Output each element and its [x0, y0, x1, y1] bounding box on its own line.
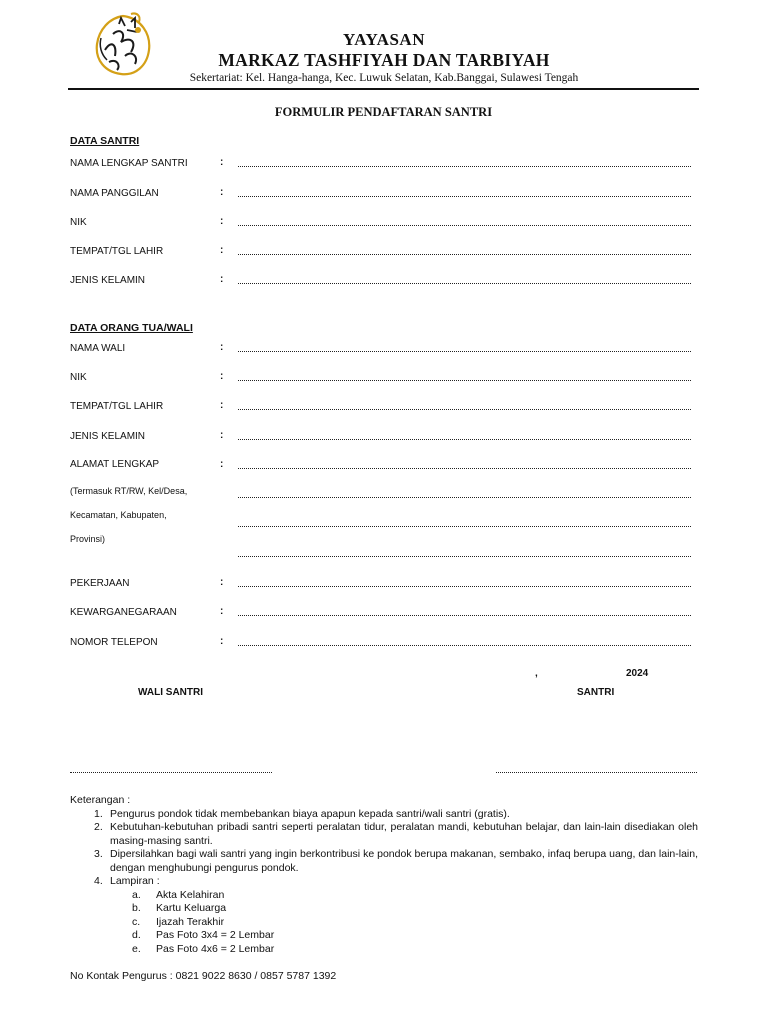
- field-input-nomor-telepon[interactable]: [238, 644, 691, 646]
- field-label-nama-panggilan: NAMA PANGGILAN: [70, 188, 159, 199]
- field-input-jenis-kelamin-wali[interactable]: [238, 438, 691, 440]
- address-note-line: Provinsi): [70, 534, 106, 544]
- field-input-jenis-kelamin-santri[interactable]: [238, 282, 691, 284]
- list-item-number: 4.: [94, 875, 103, 887]
- date-year: 2024: [626, 668, 649, 679]
- field-label-ttl-santri: TEMPAT/TGL LAHIR: [70, 246, 164, 257]
- keterangan-title: Keterangan :: [70, 794, 131, 806]
- secretariat-address: Sekertariat: Kel. Hanga-hanga, Kec. Luwuk Selatan, Kab.Banggai, Sulawesi Tengah: [189, 72, 579, 84]
- field-colon: :: [220, 636, 224, 647]
- lampiran-text: Pas Foto 3x4 = 2 Lembar: [156, 929, 275, 941]
- lampiran-letter: a.: [132, 888, 141, 901]
- date-place-comma: ,: [535, 668, 538, 679]
- lampiran-item: [70, 916, 698, 930]
- list-item: [70, 848, 698, 875]
- field-colon: :: [220, 577, 224, 588]
- lampiran-letter: b.: [132, 902, 141, 914]
- field-input-alamat-line-4[interactable]: [238, 555, 691, 557]
- lampiran-letter: d.: [132, 929, 141, 941]
- lampiran-item: [70, 943, 698, 957]
- list-item: [70, 821, 698, 848]
- field-label-nomor-telepon: NOMOR TELEPON: [70, 637, 158, 648]
- list-item-number: 3.: [94, 848, 103, 860]
- field-label-ttl-wali: TEMPAT/TGL LAHIR: [70, 401, 164, 412]
- signature-line-santri[interactable]: [496, 771, 697, 773]
- field-colon: :: [220, 245, 224, 256]
- field-label-kewarganegaraan: KEWARGANEGARAAN: [70, 607, 177, 618]
- list-item-number: 2.: [94, 821, 103, 833]
- field-colon: :: [220, 459, 224, 470]
- field-label-alamat: ALAMAT LENGKAP: [70, 459, 160, 470]
- field-input-nama-wali[interactable]: [238, 350, 691, 352]
- lampiran-text: Pas Foto 4x6 = 2 Lembar: [156, 942, 275, 955]
- contact-info: No Kontak Pengurus : 0821 9022 8630 / 0857 5787 1392: [70, 970, 337, 982]
- signature-line-wali[interactable]: [70, 771, 272, 773]
- lampiran-text: Kartu Keluarga: [156, 902, 227, 914]
- field-colon: :: [220, 606, 224, 617]
- calligraphy-logo-icon: [91, 10, 155, 80]
- field-input-pekerjaan[interactable]: [238, 585, 691, 587]
- lampiran-letter: c.: [132, 915, 141, 928]
- field-colon: :: [220, 342, 224, 353]
- lampiran-text: Akta Kelahiran: [156, 888, 225, 901]
- field-input-nama-lengkap[interactable]: [238, 165, 691, 167]
- section-title-data-wali: DATA ORANG TUA/WALI: [70, 322, 193, 334]
- field-input-kewarganegaraan[interactable]: [238, 614, 691, 616]
- field-input-alamat-line-2[interactable]: [238, 496, 691, 498]
- signature-label-wali: WALI SANTRI: [138, 687, 203, 698]
- list-item: [70, 875, 698, 889]
- lampiran-item: [70, 929, 698, 943]
- lampiran-text: Ijazah Terakhir: [156, 915, 225, 928]
- address-note-line: Kecamatan, Kabupaten,: [70, 510, 167, 520]
- field-label-nama-lengkap: NAMA LENGKAP SANTRI: [70, 158, 188, 169]
- field-colon: :: [220, 400, 224, 411]
- org-type-heading: YAYASAN: [343, 30, 425, 49]
- list-item: [70, 808, 698, 822]
- field-input-nik-wali[interactable]: [238, 379, 691, 381]
- field-colon: :: [220, 216, 224, 227]
- field-input-alamat-line-1[interactable]: [238, 467, 691, 469]
- field-colon: :: [220, 430, 224, 441]
- field-input-ttl-wali[interactable]: [238, 408, 691, 410]
- field-input-alamat-line-3[interactable]: [238, 525, 691, 527]
- org-name-heading: MARKAZ TASHFIYAH DAN TARBIYAH: [218, 50, 550, 70]
- field-input-ttl-santri[interactable]: [238, 253, 691, 255]
- list-item-text: Pengurus pondok tidak membebankan biaya apapun kepada santri/wali santri (gratis).: [110, 807, 510, 820]
- field-label-jenis-kelamin-santri: JENIS KELAMIN: [70, 275, 146, 286]
- field-input-nik-santri[interactable]: [238, 224, 691, 226]
- address-note-line: (Termasuk RT/RW, Kel/Desa,: [70, 486, 188, 496]
- field-colon: :: [220, 274, 224, 285]
- lampiran-item: [70, 889, 698, 903]
- list-item-text: Kebutuhan-kebutuhan pribadi santri seperti peralatan tidur, peralatan mandi, kebutuhan belajar, dan lain-lain disediakan oleh masing-masing santri.: [110, 821, 698, 847]
- field-label-nik-santri: NIK: [70, 217, 87, 228]
- field-colon: :: [220, 187, 224, 198]
- header-divider: [68, 88, 699, 90]
- section-title-data-santri: DATA SANTRI: [70, 135, 140, 147]
- signature-label-santri: SANTRI: [577, 687, 615, 698]
- keterangan-section: [70, 794, 698, 956]
- field-label-pekerjaan: PEKERJAAN: [70, 578, 130, 589]
- form-title: FORMULIR PENDAFTARAN SANTRI: [274, 105, 493, 119]
- field-colon: :: [220, 157, 224, 168]
- list-item-text: Lampiran :: [110, 875, 160, 887]
- field-label-nama-wali: NAMA WALI: [70, 343, 126, 354]
- list-item-number: 1.: [94, 807, 103, 820]
- lampiran-item: [70, 902, 698, 916]
- lampiran-letter: e.: [132, 942, 141, 955]
- field-input-nama-panggilan[interactable]: [238, 195, 691, 197]
- list-item-text: Dipersilahkan bagi wali santri yang ingin berkontribusi ke pondok berupa makanan, sembako, infaq berupa uang, dan lain-lain, dengan menghubungi pengurus pondok.: [110, 848, 698, 874]
- field-label-nik-wali: NIK: [70, 372, 87, 383]
- field-colon: :: [220, 371, 224, 382]
- field-label-jenis-kelamin-wali: JENIS KELAMIN: [70, 431, 146, 442]
